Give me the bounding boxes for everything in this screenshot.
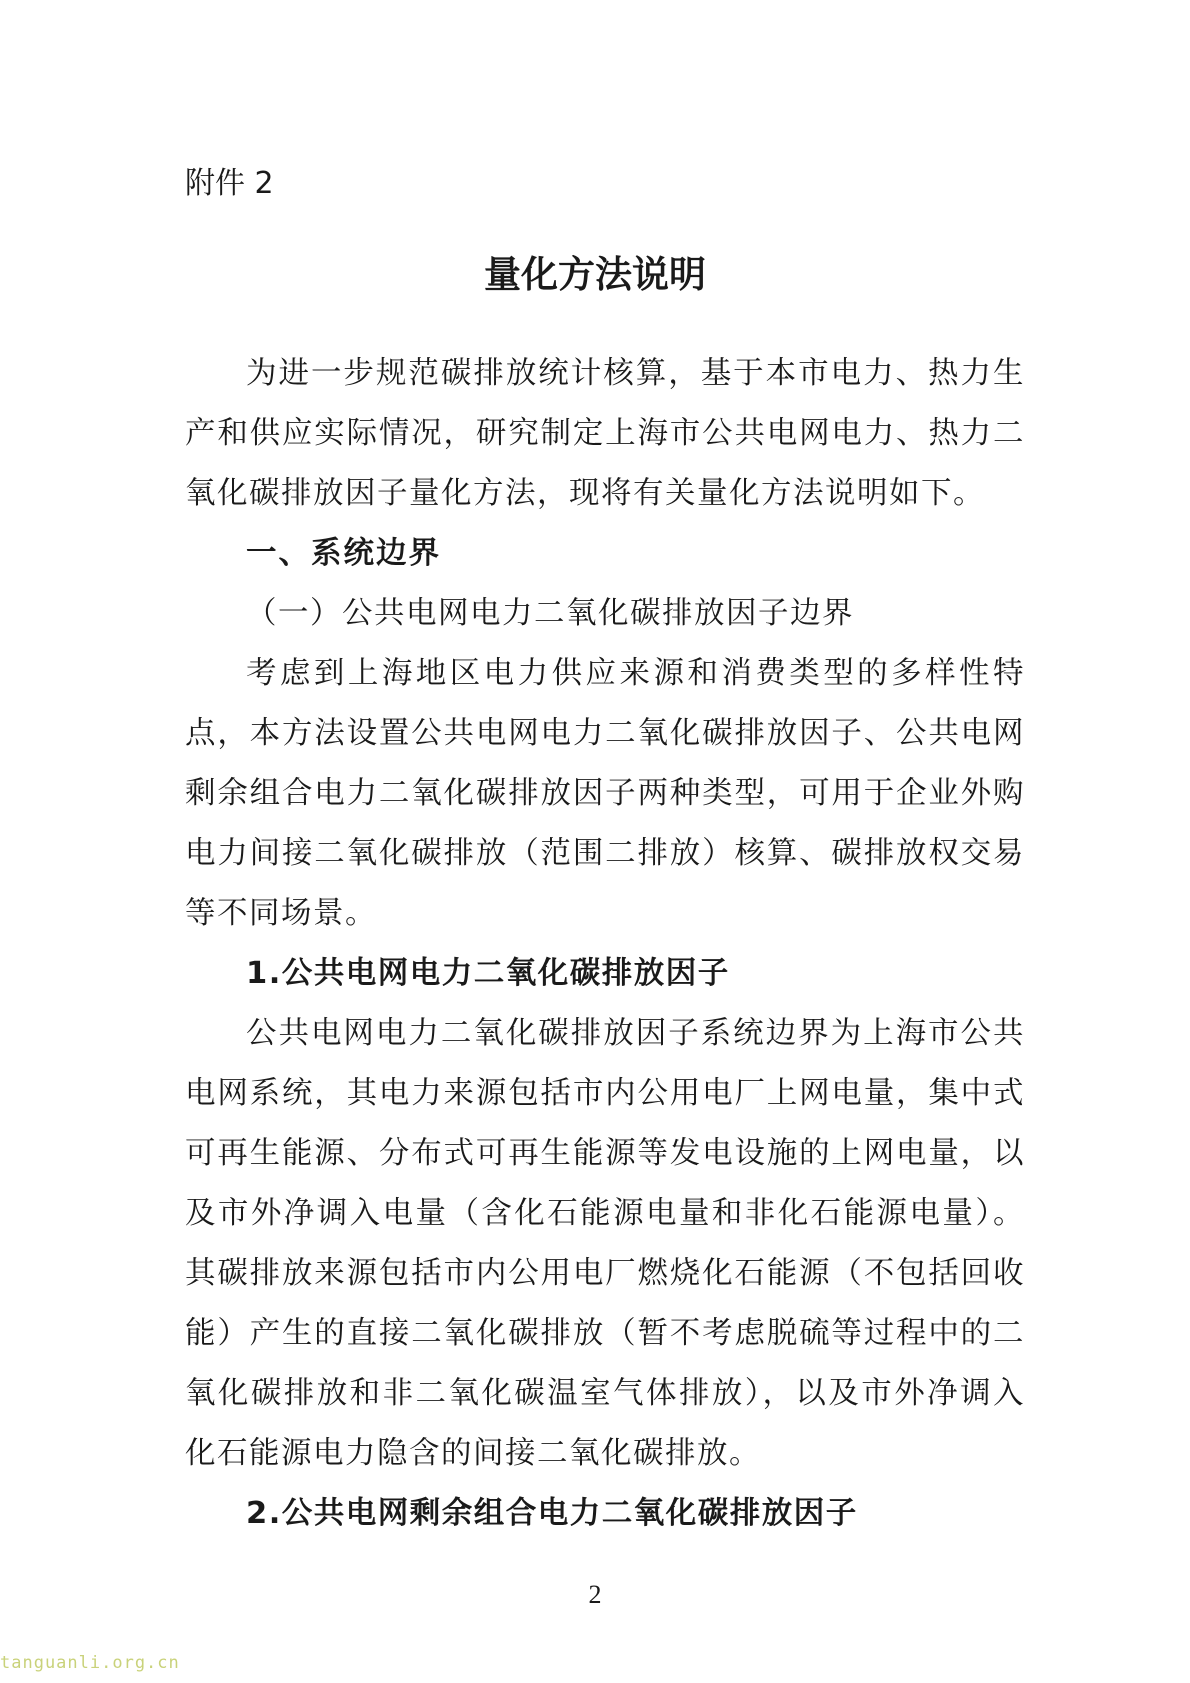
- document-body: [185, 344, 1025, 1544]
- attachment-label: 附件 2: [185, 166, 274, 201]
- item-paragraph-grid-factor: 公共电网电力二氧化碳排放因子系统边界为上海市公共电网系统，其电力来源包括市内公用电厂上网电量，集中式可再生能源、分布式可再生能源等发电设施的上网电量，以及市外净调入电量（含化石能源电量和非化石能源电量）。其碳排放来源包括市内公用电厂燃烧化石能源（不包括回收能）产生的直接二氧化碳排放（暂不考虑脱硫等过程中的二氧化碳排放和非二氧化碳温室气体排放），以及市外净调入化石能源电力隐含的间接二氧化碳排放。: [185, 1016, 1025, 1471]
- watermark: tanguanli.org.cn: [0, 1653, 180, 1673]
- subsection-heading-grid-factor-boundary: （一）公共电网电力二氧化碳排放因子边界: [246, 596, 854, 631]
- subsection-paragraph: 考虑到上海地区电力供应来源和消费类型的多样性特点，本方法设置公共电网电力二氧化碳排放因子、公共电网剩余组合电力二氧化碳排放因子两种类型，可用于企业外购电力间接二氧化碳排放（范围二排放）核算、碳排放权交易等不同场景。: [185, 656, 1025, 931]
- intro-paragraph: 为进一步规范碳排放统计核算，基于本市电力、热力生产和供应实际情况，研究制定上海市公共电网电力、热力二氧化碳排放因子量化方法，现将有关量化方法说明如下。: [185, 356, 1025, 511]
- document-title: 量化方法说明: [484, 253, 706, 296]
- page-number: 2: [588, 1580, 602, 1609]
- item-heading-grid-factor: 1.公共电网电力二氧化碳排放因子: [246, 956, 730, 991]
- section-heading-system-boundary: 一、系统边界: [246, 536, 441, 571]
- item-heading-residual-mix-factor: 2.公共电网剩余组合电力二氧化碳排放因子: [246, 1496, 858, 1531]
